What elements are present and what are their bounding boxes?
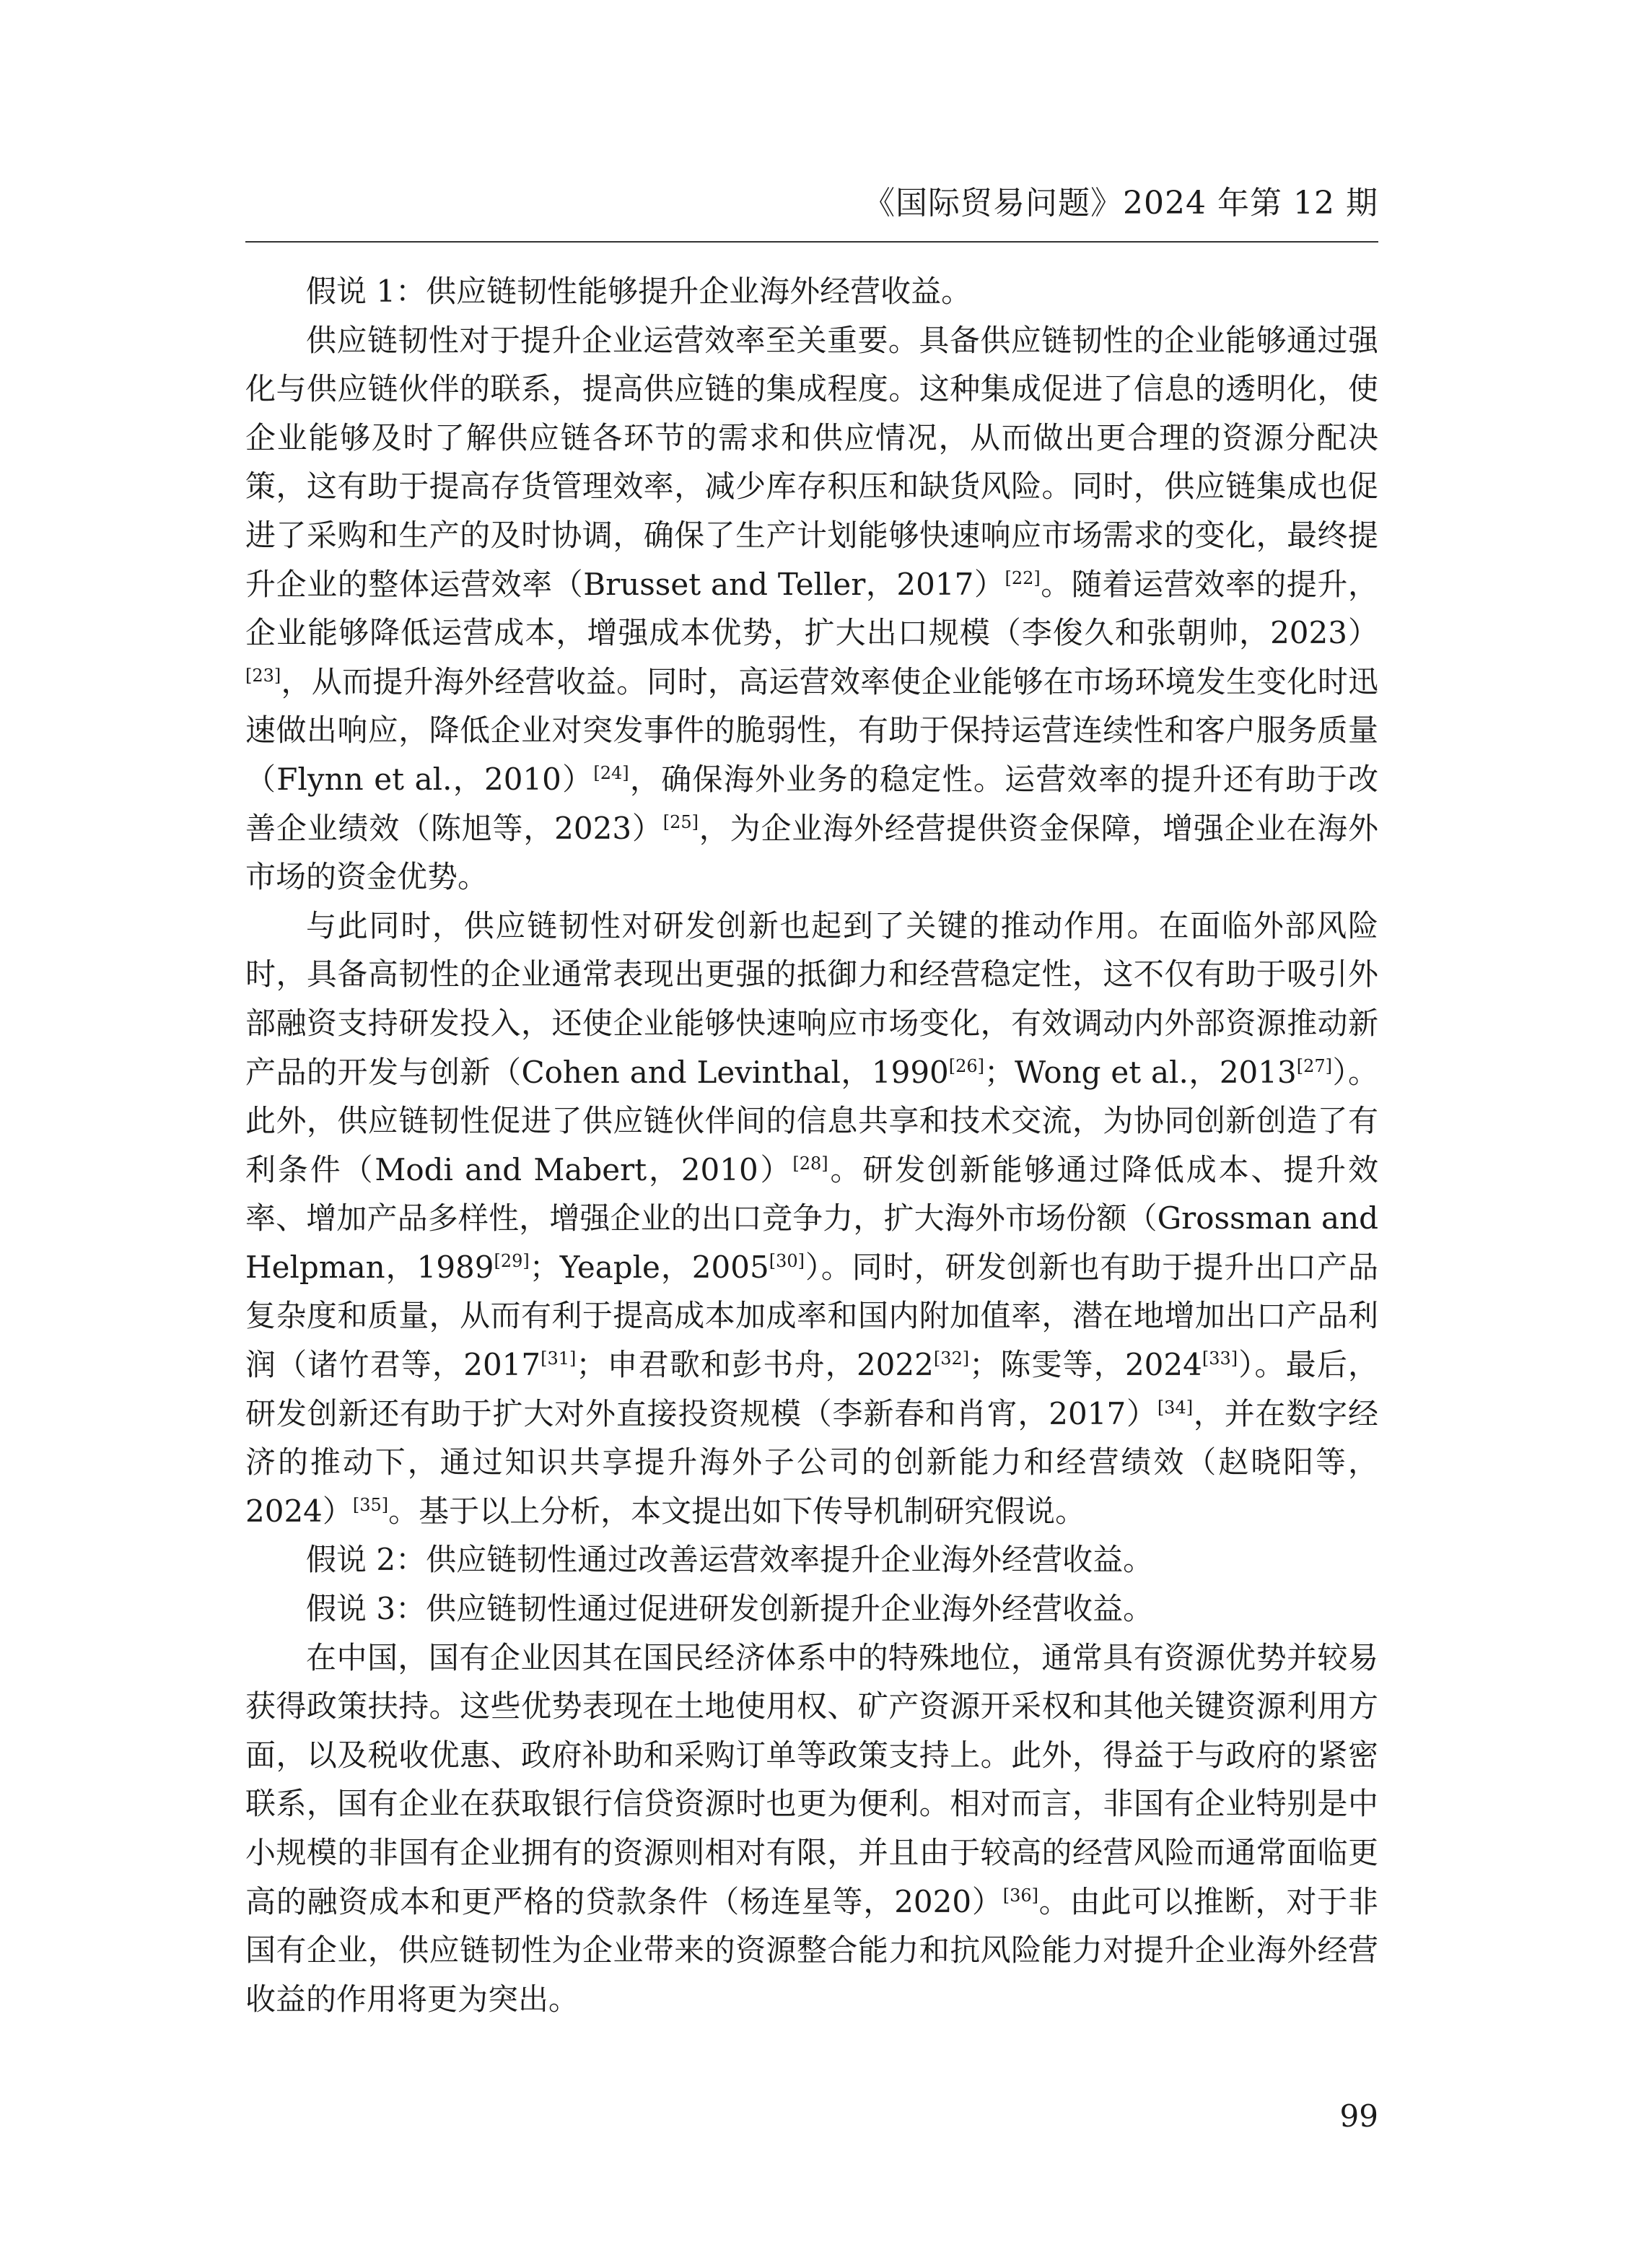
paragraph-ownership-heterogeneity (245, 1634, 1378, 2024)
text-segment: ，并在数字经济的推动下，通过知识共享提升海外子公司的创新能力和经营绩效（赵晓阳等，2024） (245, 1395, 1378, 1529)
text-segment: ；Wong et al.，2013 (984, 1054, 1297, 1090)
text-segment: 。由此可以推断，对于非国有企业，供应链韧性为企业带来的资源整合能力和抗风险能力对提升企业海外经营收益的作用将更为突出。 (245, 1883, 1378, 2017)
text-segment: 。研发创新能够通过降低成本、提升效率、增加产品多样性，增强企业的出口竞争力，扩大海外市场份额（Grossman and Helpman，1989 (245, 1151, 1378, 1285)
header-rule (245, 241, 1378, 243)
running-header: 《国际贸易问题》2024 年第 12 期 (863, 185, 1378, 222)
text-segment: 供应链韧性对于提升企业运营效率至关重要。具备供应链韧性的企业能够通过强化与供应链伙伴的联系，提高供应链的集成程度。这种集成促进了信息的透明化，使企业能够及时了解供应链各环节的需求和供应情况，从而做出更合理的资源分配决策，这有助于提高存货管理效率，减少库存积压和缺货风险。同时，供应链集成也促进了采购和生产的及时协调，确保了生产计划能够快速响应市场需求的变化，最终提升企业的整体运营效率（Brusset and Teller，2017） (245, 322, 1378, 602)
text-segment: ，确保海外业务的稳定性。运营效率的提升还有助于改善企业绩效（陈旭等，2023） (245, 761, 1378, 846)
text-segment: ；陈雯等，2024 (969, 1347, 1202, 1383)
text-segment: 。随着运营效率的提升，企业能够降低运营成本，增强成本优势，扩大出口规模（李俊久和张朝帅，2023） (245, 566, 1378, 651)
text-segment: 与此同时，供应链韧性对研发创新也起到了关键的推动作用。在面临外部风险时，具备高韧性的企业通常表现出更强的抵御力和经营稳定性，这不仅有助于吸引外部融资支持研发投入，还使企业能够快速响应市场变化，有效调动内外部资源推动新产品的开发与创新（Cohen and Levinthal，1990 (245, 907, 1378, 1090)
text-segment: ）。最后，研发创新还有助于扩大对外直接投资规模（李新春和肖宵，2017） (245, 1347, 1378, 1431)
hypothesis-1: 假说 1：供应链韧性能够提升企业海外经营收益。 (306, 274, 972, 309)
page-number: 99 (1339, 2098, 1378, 2134)
citation-35: [35] (352, 1494, 389, 1515)
citation-25: [25] (662, 811, 699, 832)
citation-22: [22] (1005, 567, 1041, 588)
text-segment: 在中国，国有企业因其在国民经济体系中的特殊地位，通常具有资源优势并较易获得政策扶持。这些优势表现在土地使用权、矿产资源开采权和其他关键资源利用方面，以及税收优惠、政府补助和采购订单等政策支持上。此外，得益于与政府的紧密联系，国有企业在获取银行信贷资源时也更为便利。相对而言，非国有企业特别是中小规模的非国有企业拥有的资源则相对有限，并且由于较高的经营风险而通常面临更高的融资成本和更严格的贷款条件（杨连星等，2020） (245, 1639, 1378, 1919)
citation-33: [33] (1202, 1348, 1238, 1369)
citation-32: [32] (933, 1348, 970, 1369)
paragraph-rd-innovation (245, 902, 1378, 1536)
paragraph-operational-efficiency (245, 316, 1378, 902)
citation-24: [24] (593, 762, 629, 783)
body-text (245, 267, 1378, 2023)
hypothesis-3: 假说 3：供应链韧性通过促进研发创新提升企业海外经营收益。 (306, 1591, 1154, 1627)
citation-27: [27] (1296, 1055, 1332, 1076)
text-segment: ；申君歌和彭书舟，2022 (576, 1347, 934, 1383)
text-segment: ）。同时，研发创新也有助于提升出口产品复杂度和质量，从而有利于提高成本加成率和国内附加值率，潜在地增加出口产品利润（诸竹君等，2017 (245, 1249, 1378, 1383)
text-segment: ；Yeaple，2005 (529, 1249, 769, 1285)
citation-26: [26] (948, 1055, 985, 1076)
citation-34: [34] (1157, 1397, 1194, 1418)
text-segment: ，为企业海外经营提供资金保障，增强企业在海外市场的资金优势。 (245, 810, 1378, 895)
text-segment: ，从而提升海外经营收益。同时，高运营效率使企业能够在市场环境发生变化时迅速做出响应，降低企业对突发事件的脆弱性，有助于保持运营连续性和客户服务质量（Flynn et al.，2010） (245, 663, 1378, 797)
citation-23: [23] (245, 665, 281, 686)
text-segment: ）。此外，供应链韧性促进了供应链伙伴间的信息共享和技术交流，为协同创新创造了有利条件（Modi and Mabert，2010） (245, 1054, 1378, 1187)
citation-36: [36] (1002, 1885, 1038, 1906)
citation-29: [29] (494, 1250, 530, 1271)
citation-28: [28] (792, 1153, 828, 1174)
citation-31: [31] (541, 1348, 577, 1369)
hypothesis-2: 假说 2：供应链韧性通过改善运营效率提升企业海外经营收益。 (306, 1542, 1154, 1578)
citation-30: [30] (769, 1250, 805, 1271)
text-segment: 。基于以上分析，本文提出如下传导机制研究假说。 (388, 1493, 1086, 1529)
